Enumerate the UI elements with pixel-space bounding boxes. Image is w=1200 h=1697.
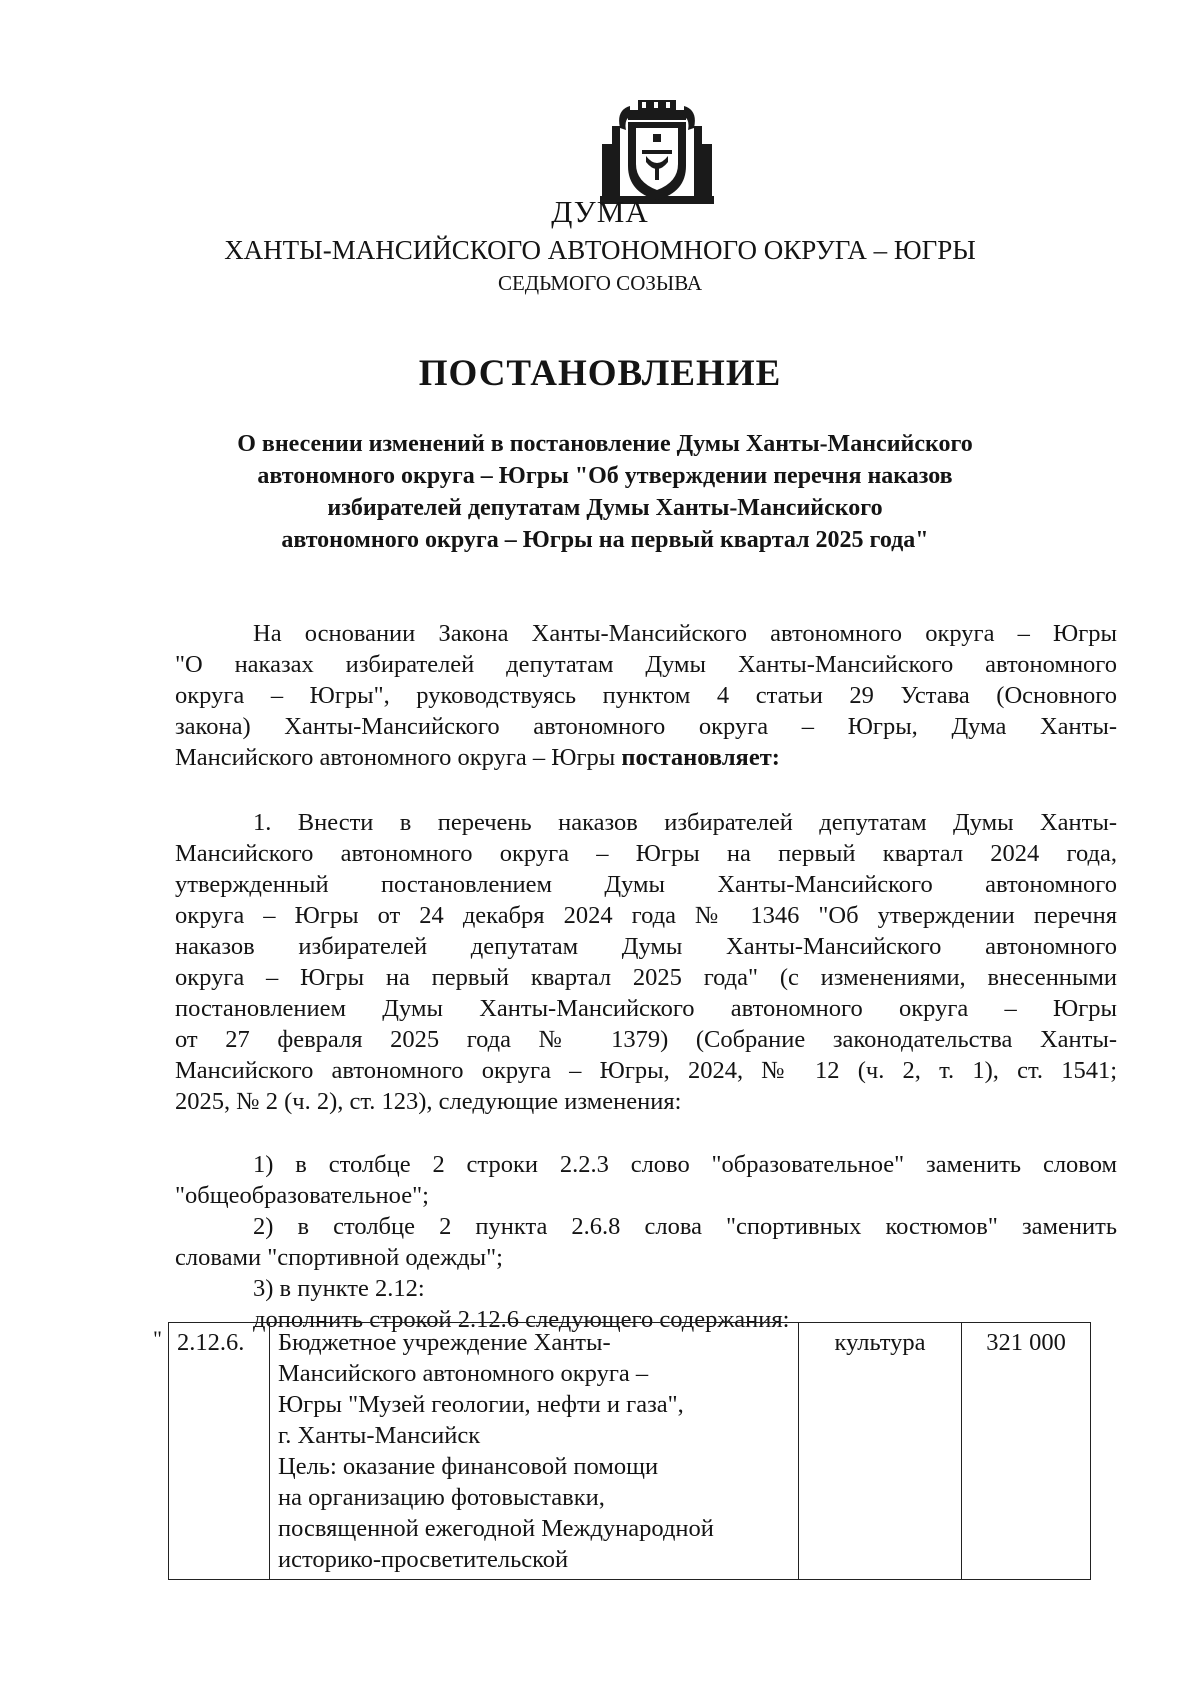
subitem-line: "общеобразовательное";	[175, 1182, 429, 1209]
row-sphere: культура	[799, 1323, 962, 1580]
description-line: Мансийского автономного округа –	[278, 1360, 649, 1387]
preamble-line: "О наказах избирателей депутатам Думы Ханты-Мансийского автономного	[175, 651, 1117, 678]
item-1	[175, 807, 1117, 1117]
subitem-line: дополнить строкой 2.12.6 следующего содержания:	[253, 1306, 790, 1333]
title-line: автономного округа – Югры "Об утверждении перечня наказов	[257, 463, 953, 489]
subitem-line: 3) в пункте 2.12:	[253, 1275, 425, 1302]
amendment-table	[168, 1322, 1091, 1580]
description-line: историко-просветительской	[278, 1546, 569, 1573]
org-convocation: СЕДЬМОГО СОЗЫВА	[497, 271, 703, 295]
item-line: от 27 февраля 2025 года № 1379) (Собрание законодательства Ханты-	[175, 1026, 1117, 1053]
row-number: 2.12.6.	[169, 1323, 270, 1580]
item-line: постановлением Думы Ханты-Мансийского автономного округа – Югры	[175, 995, 1117, 1022]
item-line: 1. Внести в перечень наказов избирателей депутатам Думы Ханты-	[253, 809, 1117, 836]
item-line: наказов избирателей депутатам Думы Ханты-Мансийского автономного	[175, 933, 1117, 960]
title-line: автономного округа – Югры на первый квартал 2025 года"	[281, 527, 929, 553]
org-region: ХАНТЫ-МАНСИЙСКОГО АВТОНОМНОГО ОКРУГА – ЮГРЫ	[224, 235, 976, 265]
item-line: Мансийского автономного округа – Югры на первый квартал 2024 года,	[175, 840, 1117, 867]
table-open-quote: "	[153, 1326, 162, 1351]
resolves-word: постановляет:	[621, 744, 780, 771]
subitem-line: словами "спортивной одежды";	[175, 1244, 503, 1271]
item-line: 2025, № 2 (ч. 2), ст. 123), следующие изменения:	[175, 1088, 682, 1115]
coat-of-arms-icon	[598, 98, 716, 206]
preamble	[175, 618, 1117, 773]
item-line: округа – Югры от 24 декабря 2024 года № 1346 "Об утверждении перечня	[175, 902, 1117, 929]
description-line: Цель: оказание финансовой помощи	[278, 1453, 659, 1480]
title-line: О внесении изменений в постановление Думы Ханты-Мансийского	[237, 431, 973, 457]
title-line: избирателей депутатам Думы Ханты-Мансийского	[327, 495, 883, 521]
item-line: Мансийского автономного округа – Югры, 2024, № 12 (ч. 2, т. 1), ст. 1541;	[175, 1057, 1117, 1084]
subitems	[175, 1149, 1117, 1335]
description-line: Бюджетное учреждение Ханты-	[278, 1329, 611, 1356]
description-line: г. Ханты-Мансийск	[278, 1422, 481, 1449]
item-line: утвержденный постановлением Думы Ханты-Мансийского автономного	[175, 871, 1117, 898]
description-line: посвященной ежегодной Международной	[278, 1515, 714, 1542]
subitem-line: 1) в столбце 2 строки 2.2.3 слово "образовательное" заменить словом	[253, 1151, 1117, 1178]
org-title: ДУМА	[551, 194, 649, 229]
preamble-line: На основании Закона Ханты-Мансийского автономного округа – Югры	[253, 620, 1117, 647]
description-line: на организацию фотовыставки,	[278, 1484, 605, 1511]
row-description	[270, 1323, 799, 1580]
preamble-line: округа – Югры", руководствуясь пунктом 4 статьи 29 Устава (Основного	[175, 682, 1117, 709]
subitem-line: 2) в столбце 2 пункта 2.6.8 слова "спортивных костюмов" заменить	[253, 1213, 1117, 1240]
table-row	[169, 1323, 1091, 1580]
preamble-line: Мансийского автономного округа – Югры	[175, 744, 616, 771]
preamble-line: закона) Ханты-Мансийского автономного округа – Югры, Дума Ханты-	[175, 713, 1117, 740]
document-title	[180, 428, 1030, 556]
row-amount: 321 000	[962, 1323, 1091, 1580]
preamble-last-line	[175, 742, 1117, 773]
description-line: Югры "Музей геологии, нефти и газа",	[278, 1391, 684, 1418]
document-type: ПОСТАНОВЛЕНИЕ	[418, 353, 782, 394]
item-line: округа – Югры на первый квартал 2025 года" (с изменениями, внесенными	[175, 964, 1117, 991]
